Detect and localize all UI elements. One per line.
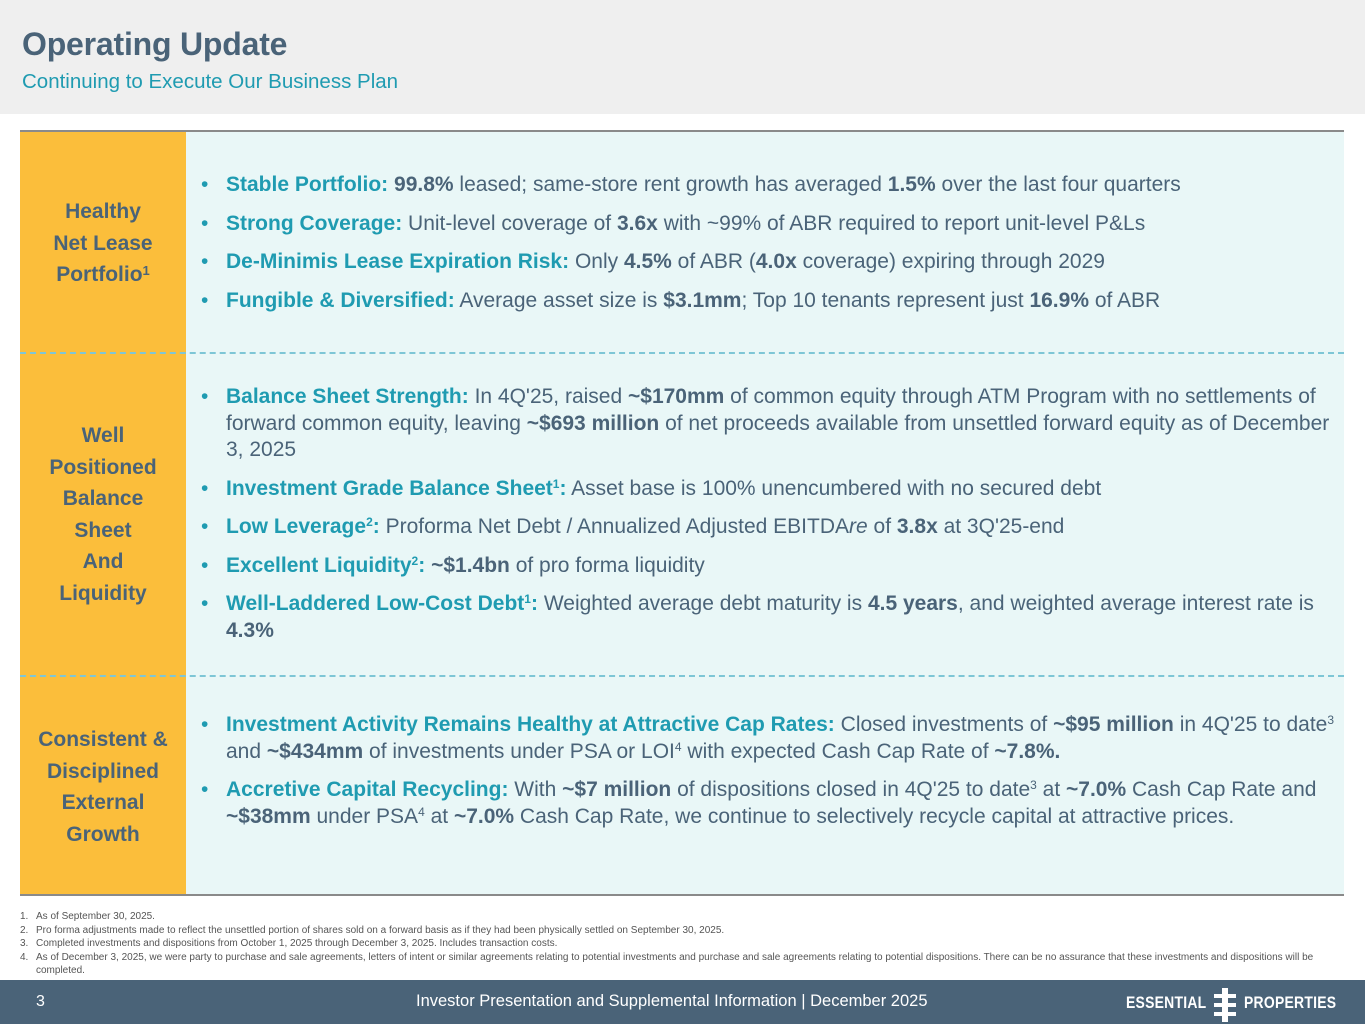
operating-update-table: [20, 130, 1344, 896]
footnote-ref: 3: [1030, 778, 1037, 792]
bullet-heading: De-Minimis Lease Expiration Risk:: [226, 250, 570, 273]
row-label-well-positioned-balance-sheet: [20, 420, 186, 609]
bold-figure: ~7.8%.: [994, 739, 1061, 763]
footnote-number: 3.: [20, 938, 29, 949]
bullet-list-balance-sheet: [198, 384, 1338, 656]
footnote-number: 2.: [20, 924, 29, 936]
bold-figure: 4.5%: [623, 250, 672, 273]
footnote-ref: 2: [411, 553, 419, 568]
footnote-ref: 4: [674, 739, 682, 754]
bullet-heading: :: [418, 553, 426, 577]
row-label-healthy-net-lease-portfolio: [20, 196, 186, 291]
bullet-text: In 4Q'25, raised: [468, 385, 628, 408]
bullet-text: Asset base is 100% unencumbered with no secured debt: [566, 476, 1102, 500]
bullet-text: Cash Cap Rate and: [1126, 778, 1317, 801]
row-label-line: Portfolio: [56, 263, 143, 286]
bullet-text: coverage) expiring through 2029: [796, 250, 1105, 273]
bullet-text: at 3Q'25-end: [937, 515, 1065, 538]
page-number: 3: [36, 993, 45, 1010]
bullet-text: of ABR (: [671, 250, 756, 273]
bullet-heading: Balance Sheet Strength:: [226, 385, 469, 408]
bullet-heading: Investment Activity Remains Healthy at Attractive Cap Rates:: [226, 713, 835, 736]
bullet-item: [198, 777, 1338, 830]
footnote-number: 4.: [20, 951, 29, 963]
footnote-item: [20, 924, 1345, 938]
slide-footer: [0, 980, 1365, 1024]
bold-figure: 99.8%: [394, 173, 454, 196]
bullet-item: [198, 712, 1338, 765]
italic-text: re: [849, 515, 868, 538]
bullet-heading: :: [559, 476, 567, 500]
bold-figure: ~7.0%: [453, 804, 515, 828]
bullet-text: and: [226, 739, 267, 763]
logo-mark-icon: [1212, 988, 1238, 1022]
footnote-ref: 3: [1327, 713, 1335, 727]
bullet-item: [198, 384, 1338, 464]
bold-figure: ~7.0%: [1066, 778, 1127, 801]
bullet-heading: Low Leverage: [226, 515, 367, 538]
page-title: Operating Update: [22, 26, 288, 62]
bullet-heading: Well-Laddered Low-Cost Debt: [226, 592, 525, 615]
footer-caption: Investor Presentation and Supplemental Information | December 2025: [416, 992, 928, 1010]
bullet-heading: :: [372, 515, 380, 538]
bullet-heading: Fungible & Diversified:: [226, 288, 455, 312]
bullet-text: over the last four quarters: [935, 173, 1181, 196]
footnote-text: As of December 3, 2025, we were party to purchase and sale agreements, letters of intent or similar agreements relating to potential investments and purchase and sale agreements relating to potential dispositions. There can be no assurance that these investments and dispositions will be completed.: [36, 951, 1314, 976]
bold-figure: 4.0x: [755, 250, 797, 273]
bullet-item: [198, 553, 1338, 580]
bullet-text: ; Top 10 tenants represent just: [741, 288, 1030, 312]
bullet-text: Only: [569, 250, 624, 273]
row-label-line: External: [61, 791, 145, 814]
bullet-text: of: [867, 515, 897, 538]
bullet-text: Proforma Net Debt / Annualized Adjusted EBITDA: [379, 515, 849, 538]
row-label-line: Consistent &: [38, 728, 168, 751]
bullet-text: with ~99% of ABR required to report unit-level P&Ls: [657, 211, 1146, 235]
bullet-heading: Excellent Liquidity: [226, 553, 412, 577]
bullet-item: [198, 591, 1338, 644]
bullet-list-portfolio: [198, 172, 1338, 326]
bold-figure: 3.6x: [616, 211, 658, 235]
bullet-text: of pro forma liquidity: [509, 553, 705, 577]
bullet-text: Unit-level coverage of: [402, 211, 617, 235]
bullet-text: Cash Cap Rate, we continue to selectively recycle capital at attractive prices.: [514, 804, 1235, 828]
footnote-ref: 1: [142, 263, 150, 278]
page-subtitle: Continuing to Execute Our Business Plan: [22, 70, 399, 93]
bold-figure: ~$95 million: [1053, 713, 1174, 736]
bold-figure: 4.5 years: [867, 592, 958, 615]
footnote-item: [20, 910, 1345, 924]
row-label-line: Growth: [66, 822, 140, 846]
slide-header: [0, 0, 1365, 114]
bullet-text: , and weighted average interest rate is: [957, 592, 1314, 615]
row-label-line: Well: [81, 424, 125, 447]
bullet-heading: Accretive Capital Recycling:: [226, 778, 509, 801]
footnote-number: 1.: [20, 911, 29, 922]
row-label-consistent-disciplined-growth: [20, 724, 186, 850]
bold-figure: 1.5%: [887, 173, 936, 196]
row-label-line: Positioned: [49, 455, 157, 479]
bullet-item: [198, 172, 1338, 199]
footnote-text: Pro forma adjustments made to reflect the unsettled portion of shares sold on a forward basis as if they had been physically settled on September 30, 2025.: [36, 924, 725, 936]
bullet-text: Closed investments of: [834, 713, 1054, 736]
bold-figure: 4.3%: [226, 618, 274, 642]
row-label-line: Net Lease: [53, 231, 153, 255]
logo-word-left: ESSENTIAL: [1126, 993, 1207, 1012]
bullet-item: [198, 211, 1338, 238]
footnote-item: [20, 937, 1345, 951]
bullet-text: under PSA: [310, 804, 419, 828]
bold-figure: 3.8x: [896, 515, 938, 538]
bold-figure: ~$434mm: [266, 739, 364, 763]
row-divider: [20, 675, 1344, 677]
logo-word-right: PROPERTIES: [1244, 993, 1337, 1012]
bullet-item: [198, 476, 1338, 503]
row-divider: [20, 352, 1344, 354]
footnote-item: [20, 951, 1345, 978]
bullet-text: of dispositions closed in 4Q'25 to date: [671, 778, 1031, 801]
bullet-text: of common equity through ATM Program with no settlements of forward common equity, leaving: [226, 385, 1316, 435]
bullet-text: of ABR: [1089, 288, 1161, 312]
bold-figure: ~$170mm: [628, 385, 725, 408]
bullet-heading: Investment Grade Balance Sheet: [226, 476, 553, 500]
bullet-heading: Strong Coverage:: [226, 211, 403, 235]
bullet-text: of investments under PSA or LOI: [363, 739, 675, 763]
bullet-text: with expected Cash Cap Rate of: [681, 739, 995, 763]
bullet-text: in 4Q'25 to date: [1173, 713, 1328, 736]
footnote-ref: 1: [524, 592, 531, 606]
bullet-heading: :: [530, 592, 538, 615]
bullet-text: leased; same-store rent growth has averaged: [453, 173, 888, 196]
bullet-text: at: [424, 804, 454, 828]
bold-figure: 16.9%: [1029, 288, 1089, 312]
bullet-heading: Stable Portfolio:: [226, 173, 389, 196]
row-label-line: Disciplined: [46, 759, 160, 783]
bullet-text: With: [508, 778, 563, 801]
bullet-list-growth: [198, 712, 1338, 842]
footnote-text: As of September 30, 2025.: [36, 911, 155, 922]
footnote-ref: 4: [418, 804, 425, 819]
footnote-text: Completed investments and dispositions from October 1, 2025 through December 3, 2025. Includes transaction costs.: [36, 938, 558, 949]
row-label-line: Liquidity: [59, 581, 147, 605]
bold-figure: ~$693 million: [526, 411, 660, 435]
footnotes: [20, 910, 1345, 978]
bullet-item: [198, 249, 1338, 276]
bold-figure: $3.1mm: [663, 288, 742, 312]
bullet-text: Weighted average debt maturity is: [537, 592, 868, 615]
bold-figure: ~$38mm: [226, 804, 311, 828]
bullet-item: [198, 288, 1338, 315]
footnote-ref: 1: [552, 476, 560, 491]
bullet-text: at: [1036, 778, 1067, 801]
bold-figure: ~$1.4bn: [431, 553, 510, 577]
bullet-text: Average asset size is: [454, 288, 664, 312]
row-label-line: And: [82, 550, 124, 573]
row-label-line: Sheet: [74, 518, 132, 542]
row-label-line: Healthy: [65, 200, 141, 223]
footnote-ref: 2: [366, 515, 373, 529]
bullet-text: of net proceeds available from unsettled forward equity as of December 3, 2025: [226, 411, 1330, 461]
bullet-item: [198, 514, 1338, 541]
row-label-line: Balance: [62, 487, 144, 510]
bold-figure: ~$7 million: [562, 778, 672, 801]
